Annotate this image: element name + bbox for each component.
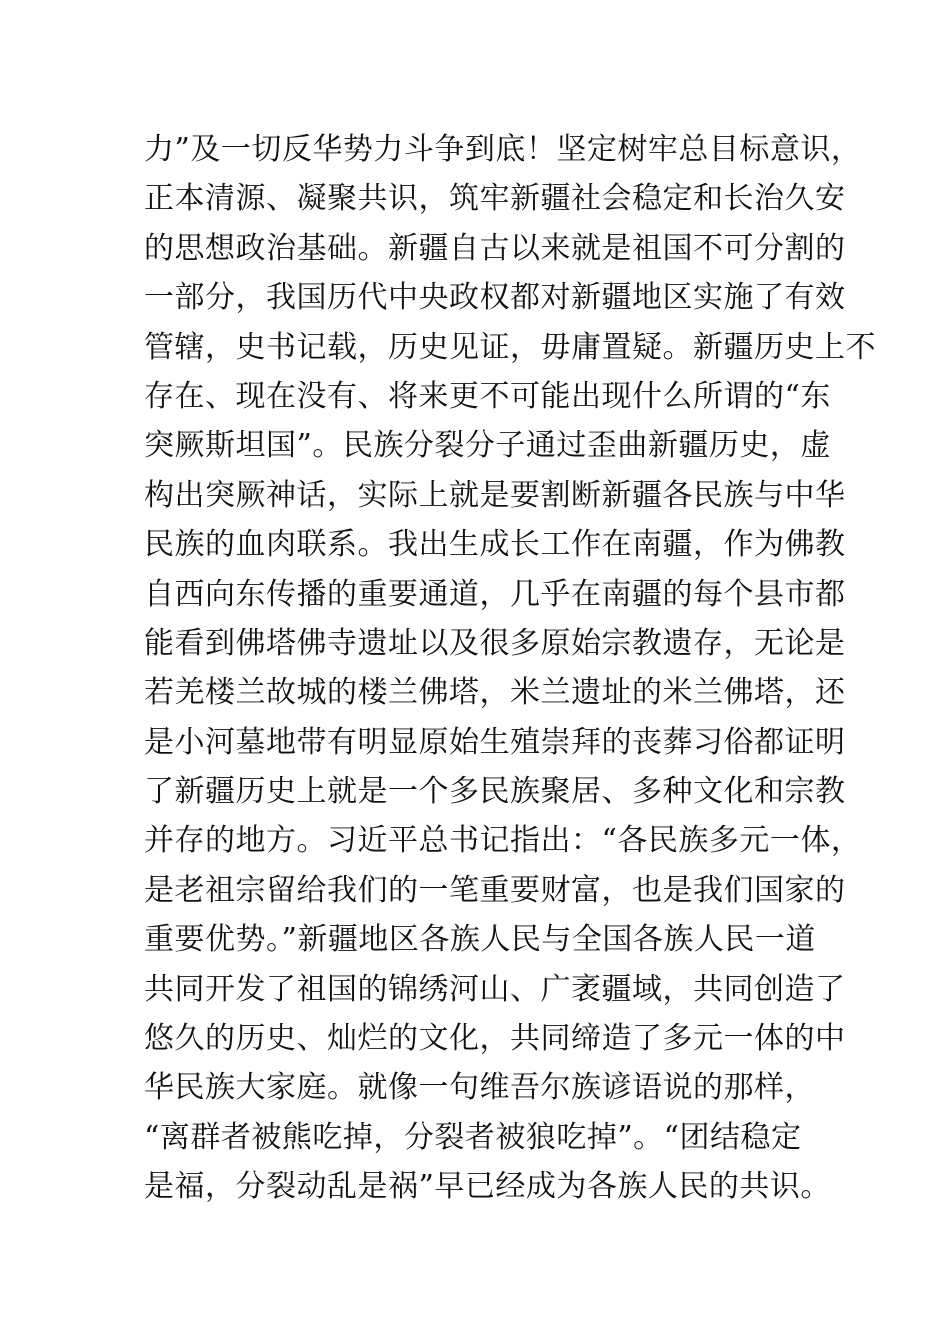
text-line-17: 重要优势。”新疆地区各族人民与全国各族人民一道 bbox=[144, 922, 816, 958]
text-line-11: 能看到佛塔佛寺遗址以及很多原始宗教遗存，无论是 bbox=[144, 625, 846, 661]
text-line-8: 构出突厥神话，实际上就是要割断新疆各民族与中华 bbox=[144, 477, 846, 513]
text-line-5: 管辖，史书记载，历史见证，毋庸置疑。新疆历史上不 bbox=[144, 329, 876, 365]
text-line-15: 并存的地方。习近平总书记指出：“各民族多元一体， bbox=[144, 823, 862, 859]
text-line-7: 突厥斯坦国”。民族分裂分子通过歪曲新疆历史，虚 bbox=[144, 428, 831, 464]
text-line-4: 一部分，我国历代中央政权都对新疆地区实施了有效 bbox=[144, 280, 846, 316]
text-line-22: 是福，分裂动乱是祸”早已经成为各族人民的共识。 bbox=[144, 1169, 831, 1205]
text-line-9: 民族的血肉联系。我出生成长工作在南疆，作为佛教 bbox=[144, 527, 846, 563]
text-line-16: 是老祖宗留给我们的一笔重要财富，也是我们国家的 bbox=[144, 872, 846, 908]
body-paragraph bbox=[144, 125, 876, 1212]
text-line-21: “离群者被熊吃掉，分裂者被狼吃掉”。“团结稳定 bbox=[144, 1119, 802, 1155]
text-line-12: 若羌楼兰故城的楼兰佛塔，米兰遗址的米兰佛塔，还 bbox=[144, 675, 846, 711]
text-line-6: 存在、现在没有、将来更不可能出现什么所谓的“东 bbox=[144, 378, 831, 414]
text-line-20: 华民族大家庭。就像一句维吾尔族谚语说的那样， bbox=[144, 1070, 815, 1106]
text-line-1: 力”及一切反华势力斗争到底！坚定树牢总目标意识， bbox=[144, 132, 862, 167]
text-line-19: 悠久的历史、灿烂的文化，共同缔造了多元一体的中 bbox=[144, 1021, 846, 1057]
text-line-13: 是小河墓地带有明显原始生殖崇拜的丧葬习俗都证明 bbox=[144, 724, 846, 760]
text-line-3: 的思想政治基础。新疆自古以来就是祖国不可分割的 bbox=[144, 230, 846, 266]
text-line-2: 正本清源、凝聚共识，筑牢新疆社会稳定和长治久安 bbox=[144, 181, 846, 217]
text-line-18: 共同开发了祖国的锦绣河山、广袤疆域，共同创造了 bbox=[144, 971, 846, 1007]
text-line-10: 自西向东传播的重要通道，几乎在南疆的每个县市都 bbox=[144, 576, 846, 612]
text-line-14: 了新疆历史上就是一个多民族聚居、多种文化和宗教 bbox=[144, 774, 846, 810]
